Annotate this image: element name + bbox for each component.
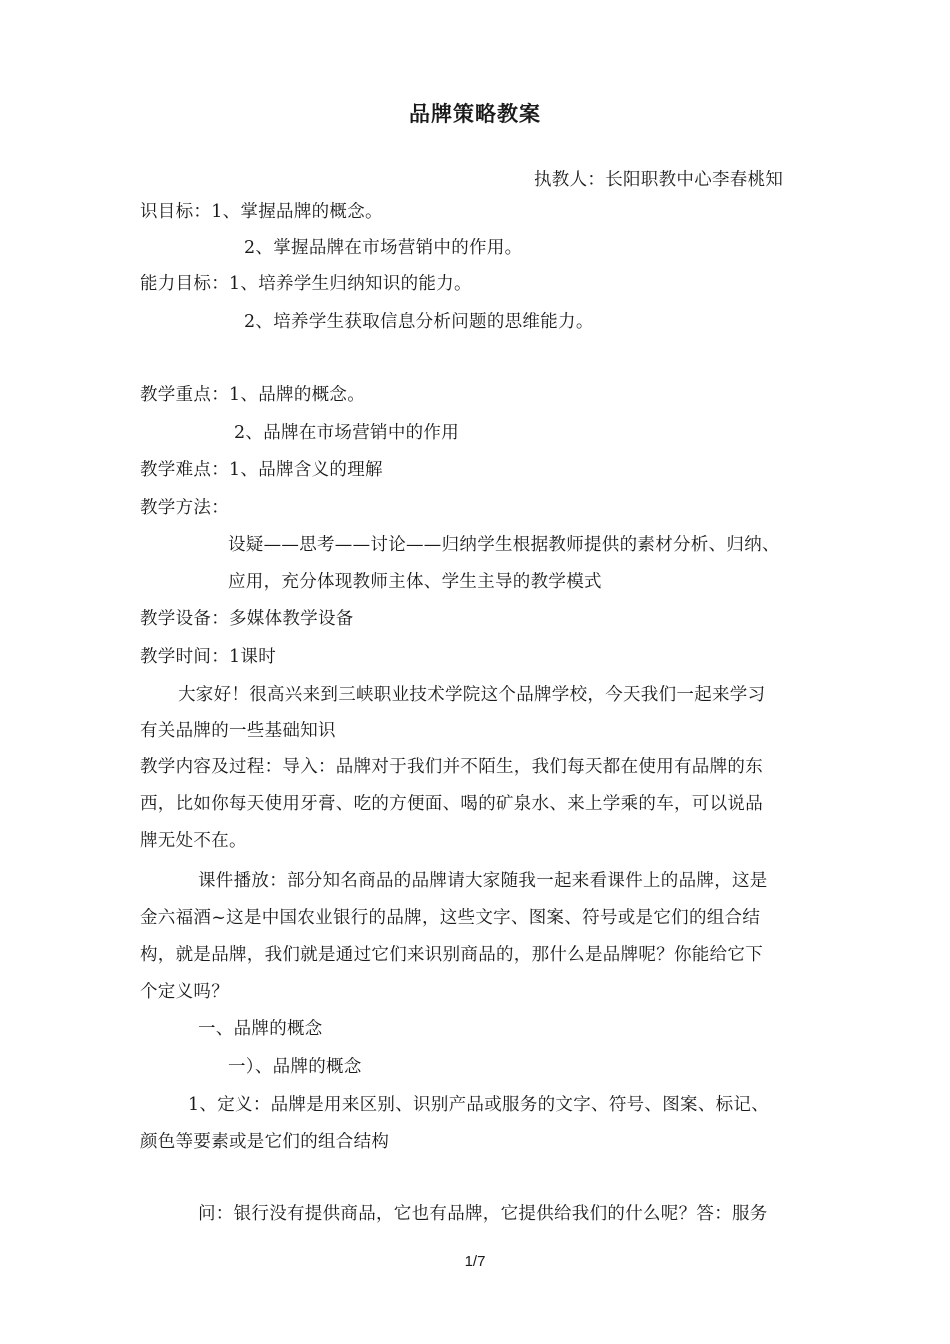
knowledge-goal-2: 2、掌握品牌在市场营销中的作用。 [244,238,523,258]
question-line: 问：银行没有提供商品，它也有品牌，它提供给我们的什么呢？答：服务 [198,1204,768,1224]
intro-line-3: 牌无处不在。 [140,831,247,851]
key-point-2: 2、品牌在市场营销中的作用 [234,423,460,443]
method-line-1: 设疑——思考——讨论——归纳学生根据教师提供的素材分析、归纳、 [228,535,780,555]
intro-line-1: 教学内容及过程：导入：品牌对于我们并不陌生，我们每天都在使用有品牌的东 [140,757,763,777]
courseware-line-4: 个定义吗？ [140,982,229,1002]
definition-line-1: 1、定义：品牌是用来区别、识别产品或服务的文字、符号、图案、标记、 [188,1095,770,1115]
intro-line-2: 西，比如你每天使用牙膏、吃的方便面、喝的矿泉水、来上学乘的车，可以说品 [140,794,763,814]
courseware-line-1: 课件播放：部分知名商品的品牌请大家随我一起来看课件上的品牌，这是 [198,871,768,891]
courseware-line-3: 构，就是品牌，我们就是通过它们来识别商品的，那什么是品牌呢？你能给它下 [140,945,763,965]
method-heading: 教学方法： [140,498,229,518]
document-title: 品牌策略教案 [409,102,541,126]
knowledge-goal-1: 识目标：1、掌握品牌的概念。 [140,202,383,222]
author-line: 执教人：长阳职教中心李春桃知 [534,170,784,190]
time-line: 教学时间：1课时 [140,647,277,667]
difficult-point: 教学难点：1、品牌含义的理解 [140,460,383,480]
greeting-line-2: 有关品牌的一些基础知识 [140,721,336,741]
subsection-heading: 一）、品牌的概念 [228,1057,362,1077]
key-point-1: 教学重点：1、品牌的概念。 [140,385,366,405]
ability-goal-1: 能力目标：1、培养学生归纳知识的能力。 [140,274,472,294]
equipment-line: 教学设备：多媒体教学设备 [140,609,354,629]
courseware-line-2: 金六福酒~这是中国农业银行的品牌，这些文字、图案、符号或是它们的组合结 [140,908,761,928]
greeting-line-1: 大家好！很高兴来到三峡职业技术学院这个品牌学校，今天我们一起来学习 [178,685,766,705]
page-number: 1/7 [464,1253,486,1270]
definition-line-2: 颜色等要素或是它们的组合结构 [140,1132,390,1152]
ability-goal-2: 2、培养学生获取信息分析问题的思维能力。 [244,312,594,332]
method-line-2: 应用，充分体现教师主体、学生主导的教学模式 [228,572,602,592]
section-heading: 一、品牌的概念 [198,1019,323,1039]
